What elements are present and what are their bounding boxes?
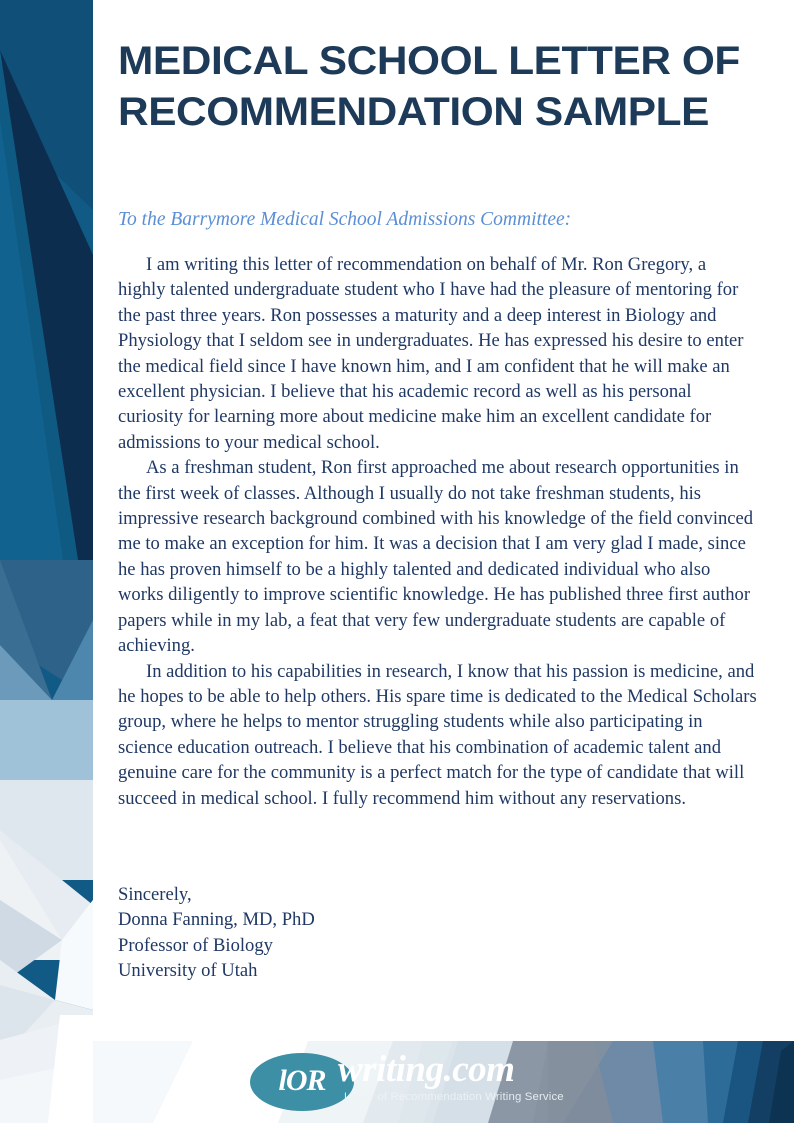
page-title: MEDICAL SCHOOL LETTER OF RECOMMENDATION SAMPLE xyxy=(118,39,740,135)
signature-position: Professor of Biology xyxy=(118,934,273,956)
signature-block xyxy=(118,882,578,984)
letter-paragraph: I am writing this letter of recommendation on behalf of Mr. Ron Gregory, a highly talented undergraduate student who I have had the pleasure of mentoring for the past three years. Ron possesses a maturity and a deep interest in Biology and Physiology that I seldom see in undergraduates. He has expressed his desire to enter the medical field since I have known him, and I am confident that he will make an excellent physician. I believe that his academic record as well as his personal curiosity for learning more about medicine make him an excellent candidate for admissions to your medical school. xyxy=(118,254,744,453)
document-content xyxy=(93,0,794,1123)
logo-badge-label: lOR xyxy=(278,1064,326,1097)
footer-band xyxy=(93,1041,794,1123)
signature-name: Donna Fanning, MD, PhD xyxy=(118,909,315,931)
letter-greeting: To the Barrymore Medical School Admissions Committee: xyxy=(118,209,572,230)
signature-closing: Sincerely, xyxy=(118,884,192,905)
logo-tagline: Letter of Recommendation Writing Service xyxy=(344,1091,564,1103)
signature-institution: University of Utah xyxy=(118,960,258,982)
decorative-side-strip xyxy=(0,0,93,1123)
letter-paragraph: As a freshman student, Ron first approached me about research opportunities in the first week of classes. Although I usually do not take freshman students, his impressive research background combined with his knowledge of the field convinced me to make an exception for him. It was a decision that I am very glad I made, since he has proven himself to be a highly talented and dedicated individual who also works diligently to improve scientific knowledge. He has published three first author papers while in my lab, a feat that very few undergraduate students are capable of achieving. xyxy=(118,457,754,657)
letter-paragraph: In addition to his capabilities in research, I know that his passion is medicine, and he hopes to be able to help others. His spare time is dedicated to the Medical Scholars group, where he helps to mentor struggling students while also participating in science education outreach. I believe that his combination of academic talent and genuine care for the community is a perfect match for the type of candidate that will succeed in medical school. I fully recommend him without any reservations. xyxy=(118,660,757,809)
site-logo[interactable] xyxy=(93,1041,794,1123)
logo-wordmark: writing.com xyxy=(338,1049,515,1090)
letter-body xyxy=(118,252,758,811)
